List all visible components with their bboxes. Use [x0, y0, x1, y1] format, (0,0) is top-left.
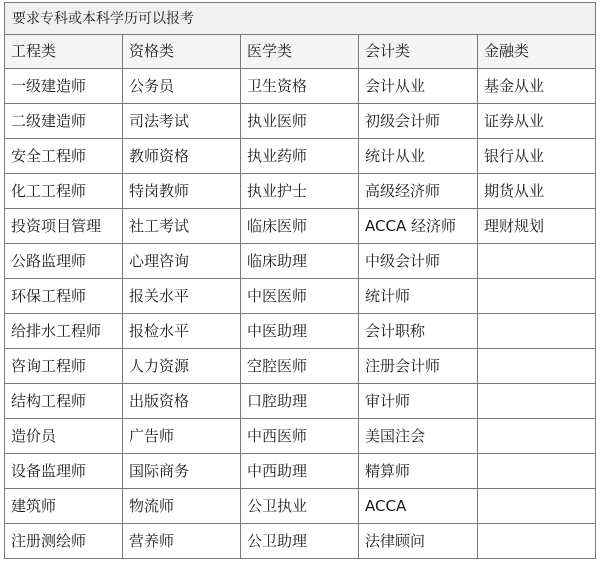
table-cell: 临床医师 [241, 209, 359, 244]
table-cell: 广告师 [123, 419, 241, 454]
table-cell [478, 349, 596, 384]
table-cell: 中西医师 [241, 419, 359, 454]
table-cell: 证券从业 [478, 104, 596, 139]
table-row [5, 69, 596, 104]
table-cell: ACCA [359, 489, 478, 524]
banner-row [5, 3, 596, 35]
table-cell: 教师资格 [123, 139, 241, 174]
table-cell: 建筑师 [5, 489, 123, 524]
table-cell: 公卫执业 [241, 489, 359, 524]
table-cell: 公务员 [123, 69, 241, 104]
table-cell: 理财规划 [478, 209, 596, 244]
table-cell [478, 384, 596, 419]
table-cell: 安全工程师 [5, 139, 123, 174]
table-cell: 咨询工程师 [5, 349, 123, 384]
table-cell: 注册测绘师 [5, 524, 123, 559]
table-row [5, 244, 596, 279]
table-cell: 公卫助理 [241, 524, 359, 559]
table-row [5, 384, 596, 419]
table-cell: 中西助理 [241, 454, 359, 489]
table-cell: 会计职称 [359, 314, 478, 349]
table-cell: 投资项目管理 [5, 209, 123, 244]
table-cell: 造价员 [5, 419, 123, 454]
table-cell: 中级会计师 [359, 244, 478, 279]
table-cell: 心理咨询 [123, 244, 241, 279]
table-cell: 精算师 [359, 454, 478, 489]
table-cell: 一级建造师 [5, 69, 123, 104]
column-header: 金融类 [478, 35, 596, 69]
table-cell: 高级经济师 [359, 174, 478, 209]
table-cell: 会计从业 [359, 69, 478, 104]
table-cell: 物流师 [123, 489, 241, 524]
table-cell [478, 314, 596, 349]
table-cell: 特岗教师 [123, 174, 241, 209]
column-header: 工程类 [5, 35, 123, 69]
table-cell: 给排水工程师 [5, 314, 123, 349]
table-cell: 化工工程师 [5, 174, 123, 209]
table-cell: 法律顾问 [359, 524, 478, 559]
table-row [5, 489, 596, 524]
table-row [5, 524, 596, 559]
column-header: 资格类 [123, 35, 241, 69]
table-cell: 中医助理 [241, 314, 359, 349]
table-cell: 期货从业 [478, 174, 596, 209]
table-cell: 人力资源 [123, 349, 241, 384]
table-cell: ACCA 经济师 [359, 209, 478, 244]
table-cell: 二级建造师 [5, 104, 123, 139]
table-row [5, 209, 596, 244]
table-cell: 环保工程师 [5, 279, 123, 314]
qualification-table [4, 2, 596, 559]
table-row [5, 454, 596, 489]
table-cell: 执业药师 [241, 139, 359, 174]
table-cell [478, 244, 596, 279]
table-cell: 空腔医师 [241, 349, 359, 384]
table-cell [478, 489, 596, 524]
table-cell: 执业医师 [241, 104, 359, 139]
table-cell: 美国注会 [359, 419, 478, 454]
table-cell: 社工考试 [123, 209, 241, 244]
banner-title: 要求专科或本科学历可以报考 [5, 3, 596, 35]
table-cell: 营养师 [123, 524, 241, 559]
table-cell: 卫生资格 [241, 69, 359, 104]
table-cell: 临床助理 [241, 244, 359, 279]
table-row [5, 349, 596, 384]
table-cell: 基金从业 [478, 69, 596, 104]
table-cell: 统计从业 [359, 139, 478, 174]
table-cell: 中医医师 [241, 279, 359, 314]
table-row [5, 314, 596, 349]
table-cell: 国际商务 [123, 454, 241, 489]
table-cell: 公路监理师 [5, 244, 123, 279]
table-cell: 报检水平 [123, 314, 241, 349]
table-cell: 报关水平 [123, 279, 241, 314]
header-row [5, 35, 596, 69]
table-cell: 出版资格 [123, 384, 241, 419]
table-row [5, 419, 596, 454]
table-cell: 注册会计师 [359, 349, 478, 384]
table-row [5, 104, 596, 139]
table-cell: 审计师 [359, 384, 478, 419]
table-row [5, 279, 596, 314]
table-cell: 初级会计师 [359, 104, 478, 139]
table-cell: 司法考试 [123, 104, 241, 139]
table-row [5, 139, 596, 174]
column-header: 会计类 [359, 35, 478, 69]
table-cell: 结构工程师 [5, 384, 123, 419]
table-cell [478, 419, 596, 454]
table-cell [478, 279, 596, 314]
qualification-table-sheet [4, 2, 595, 559]
table-cell: 执业护士 [241, 174, 359, 209]
table-cell [478, 524, 596, 559]
column-header: 医学类 [241, 35, 359, 69]
table-cell: 统计师 [359, 279, 478, 314]
table-cell: 口腔助理 [241, 384, 359, 419]
table-cell [478, 454, 596, 489]
table-row [5, 174, 596, 209]
table-cell: 银行从业 [478, 139, 596, 174]
table-cell: 设备监理师 [5, 454, 123, 489]
